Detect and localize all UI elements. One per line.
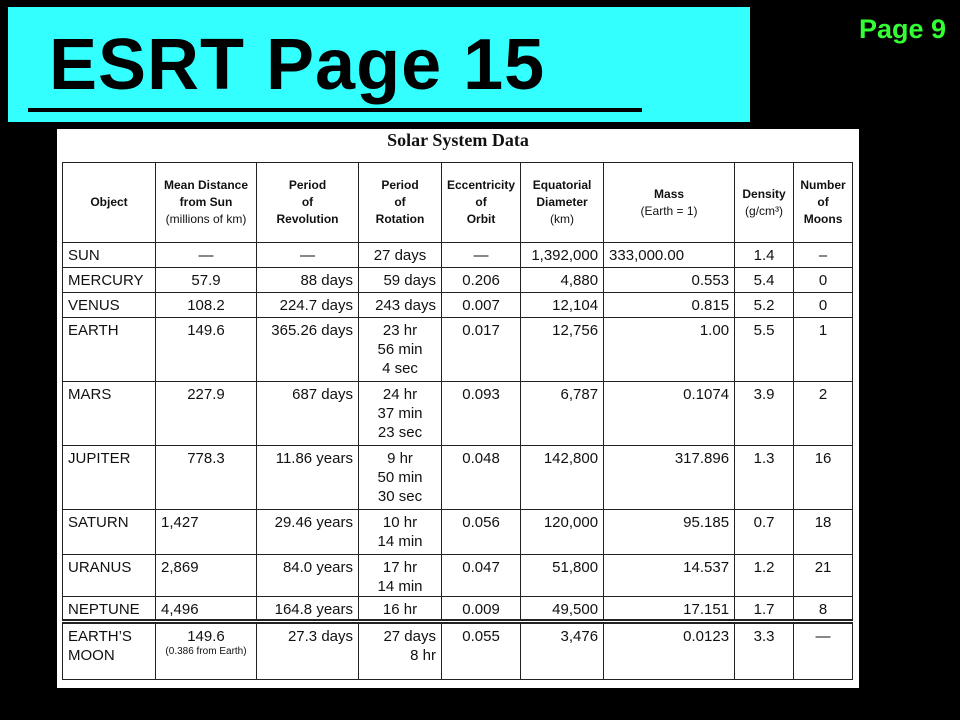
cell-revolution: 11.86 years xyxy=(257,446,359,510)
cell-eccentricity: 0.047 xyxy=(442,555,521,597)
cell-diameter: 120,000 xyxy=(521,510,604,555)
cell-density: 5.5 xyxy=(735,318,794,382)
cell-density: 1.2 xyxy=(735,555,794,597)
cell-rotation: 10 hr 14 min xyxy=(359,510,442,555)
cell-mass: 0.1074 xyxy=(604,382,735,446)
cell-rotation: 27 days 8 hr xyxy=(359,622,442,680)
header-eccentricity: Eccentricity of Orbit xyxy=(442,163,521,243)
cell-moons: – xyxy=(794,243,853,268)
cell-eccentricity: 0.056 xyxy=(442,510,521,555)
cell-diameter: 12,104 xyxy=(521,293,604,318)
cell-density: 5.4 xyxy=(735,268,794,293)
cell-density: 3.3 xyxy=(735,622,794,680)
table-row xyxy=(63,382,853,446)
table-row xyxy=(63,446,853,510)
cell-distance: 108.2 xyxy=(156,293,257,318)
header-distance: Mean Distance from Sun (millions of km) xyxy=(156,163,257,243)
cell-object: NEPTUNE xyxy=(63,597,156,622)
cell-object: SATURN xyxy=(63,510,156,555)
header-density: Density (g/cm³) xyxy=(735,163,794,243)
cell-mass: 0.815 xyxy=(604,293,735,318)
cell-density: 1.4 xyxy=(735,243,794,268)
cell-object: SUN xyxy=(63,243,156,268)
cell-diameter: 1,392,000 xyxy=(521,243,604,268)
solar-system-table-panel xyxy=(57,129,859,688)
cell-object: MERCURY xyxy=(63,268,156,293)
header-row xyxy=(63,163,853,243)
cell-mass: 95.185 xyxy=(604,510,735,555)
title-underline xyxy=(28,108,642,112)
cell-moons: 0 xyxy=(794,293,853,318)
cell-eccentricity: 0.009 xyxy=(442,597,521,622)
cell-object: EARTH xyxy=(63,318,156,382)
cell-revolution: 27.3 days xyxy=(257,622,359,680)
cell-diameter: 51,800 xyxy=(521,555,604,597)
cell-density: 5.2 xyxy=(735,293,794,318)
moon-distance: 149.6 xyxy=(187,628,225,645)
table-row xyxy=(63,268,853,293)
cell-mass: 17.151 xyxy=(604,597,735,622)
cell-density: 3.9 xyxy=(735,382,794,446)
cell-diameter: 49,500 xyxy=(521,597,604,622)
cell-density: 1.7 xyxy=(735,597,794,622)
cell-revolution: 88 days xyxy=(257,268,359,293)
header-moons: Number of Moons xyxy=(794,163,853,243)
cell-object: MARS xyxy=(63,382,156,446)
header-object: Object xyxy=(63,163,156,243)
cell-eccentricity: 0.093 xyxy=(442,382,521,446)
cell-distance: 57.9 xyxy=(156,268,257,293)
cell-object: EARTH’S MOON xyxy=(63,622,156,680)
title-banner xyxy=(8,7,750,122)
cell-revolution: — xyxy=(257,243,359,268)
table-row xyxy=(63,293,853,318)
cell-mass: 14.537 xyxy=(604,555,735,597)
cell-mass: 317.896 xyxy=(604,446,735,510)
cell-rotation: 59 days xyxy=(359,268,442,293)
cell-diameter: 4,880 xyxy=(521,268,604,293)
cell-eccentricity: 0.007 xyxy=(442,293,521,318)
cell-object: VENUS xyxy=(63,293,156,318)
cell-revolution: 687 days xyxy=(257,382,359,446)
page-label: Page 9 xyxy=(858,14,946,44)
cell-rotation: 9 hr 50 min 30 sec xyxy=(359,446,442,510)
header-revolution: Period of Revolution xyxy=(257,163,359,243)
cell-eccentricity: 0.055 xyxy=(442,622,521,680)
cell-moons: 21 xyxy=(794,555,853,597)
cell-distance: 778.3 xyxy=(156,446,257,510)
cell-distance xyxy=(156,622,257,680)
cell-moons: 18 xyxy=(794,510,853,555)
table-row xyxy=(63,510,853,555)
cell-diameter: 3,476 xyxy=(521,622,604,680)
cell-moons: 16 xyxy=(794,446,853,510)
table-row xyxy=(63,243,853,268)
cell-mass: 333,000.00 xyxy=(604,243,735,268)
cell-distance: — xyxy=(156,243,257,268)
moon-distance-note: (0.386 from Earth) xyxy=(165,646,247,657)
cell-moons: 8 xyxy=(794,597,853,622)
cell-mass: 0.553 xyxy=(604,268,735,293)
cell-revolution: 164.8 years xyxy=(257,597,359,622)
cell-revolution: 224.7 days xyxy=(257,293,359,318)
cell-distance: 227.9 xyxy=(156,382,257,446)
cell-rotation: 23 hr 56 min 4 sec xyxy=(359,318,442,382)
table-row xyxy=(63,318,853,382)
cell-moons: 0 xyxy=(794,268,853,293)
solar-system-data-table xyxy=(62,162,853,680)
header-diameter: Equatorial Diameter (km) xyxy=(521,163,604,243)
table-caption: Solar System Data xyxy=(387,130,529,150)
cell-revolution: 365.26 days xyxy=(257,318,359,382)
table-row xyxy=(63,555,853,597)
slide-title: ESRT Page 15 xyxy=(28,25,567,105)
cell-mass: 0.0123 xyxy=(604,622,735,680)
cell-density: 0.7 xyxy=(735,510,794,555)
cell-density: 1.3 xyxy=(735,446,794,510)
cell-moons: 2 xyxy=(794,382,853,446)
cell-revolution: 29.46 years xyxy=(257,510,359,555)
cell-rotation: 17 hr 14 min xyxy=(359,555,442,597)
cell-mass: 1.00 xyxy=(604,318,735,382)
cell-distance: 2,869 xyxy=(156,555,257,597)
header-rotation: Period of Rotation xyxy=(359,163,442,243)
table-row xyxy=(63,597,853,622)
cell-rotation: 243 days xyxy=(359,293,442,318)
cell-eccentricity: 0.048 xyxy=(442,446,521,510)
cell-rotation: 27 days xyxy=(359,243,442,268)
cell-object: JUPITER xyxy=(63,446,156,510)
cell-distance: 4,496 xyxy=(156,597,257,622)
cell-diameter: 142,800 xyxy=(521,446,604,510)
header-mass: Mass (Earth = 1) xyxy=(604,163,735,243)
cell-rotation: 24 hr 37 min 23 sec xyxy=(359,382,442,446)
cell-eccentricity: 0.017 xyxy=(442,318,521,382)
cell-distance: 1,427 xyxy=(156,510,257,555)
cell-distance: 149.6 xyxy=(156,318,257,382)
moon-row xyxy=(63,622,853,680)
cell-revolution: 84.0 years xyxy=(257,555,359,597)
cell-moons: — xyxy=(794,622,853,680)
cell-diameter: 6,787 xyxy=(521,382,604,446)
cell-object: URANUS xyxy=(63,555,156,597)
cell-eccentricity: — xyxy=(442,243,521,268)
cell-eccentricity: 0.206 xyxy=(442,268,521,293)
cell-moons: 1 xyxy=(794,318,853,382)
cell-rotation: 16 hr xyxy=(359,597,442,622)
cell-diameter: 12,756 xyxy=(521,318,604,382)
